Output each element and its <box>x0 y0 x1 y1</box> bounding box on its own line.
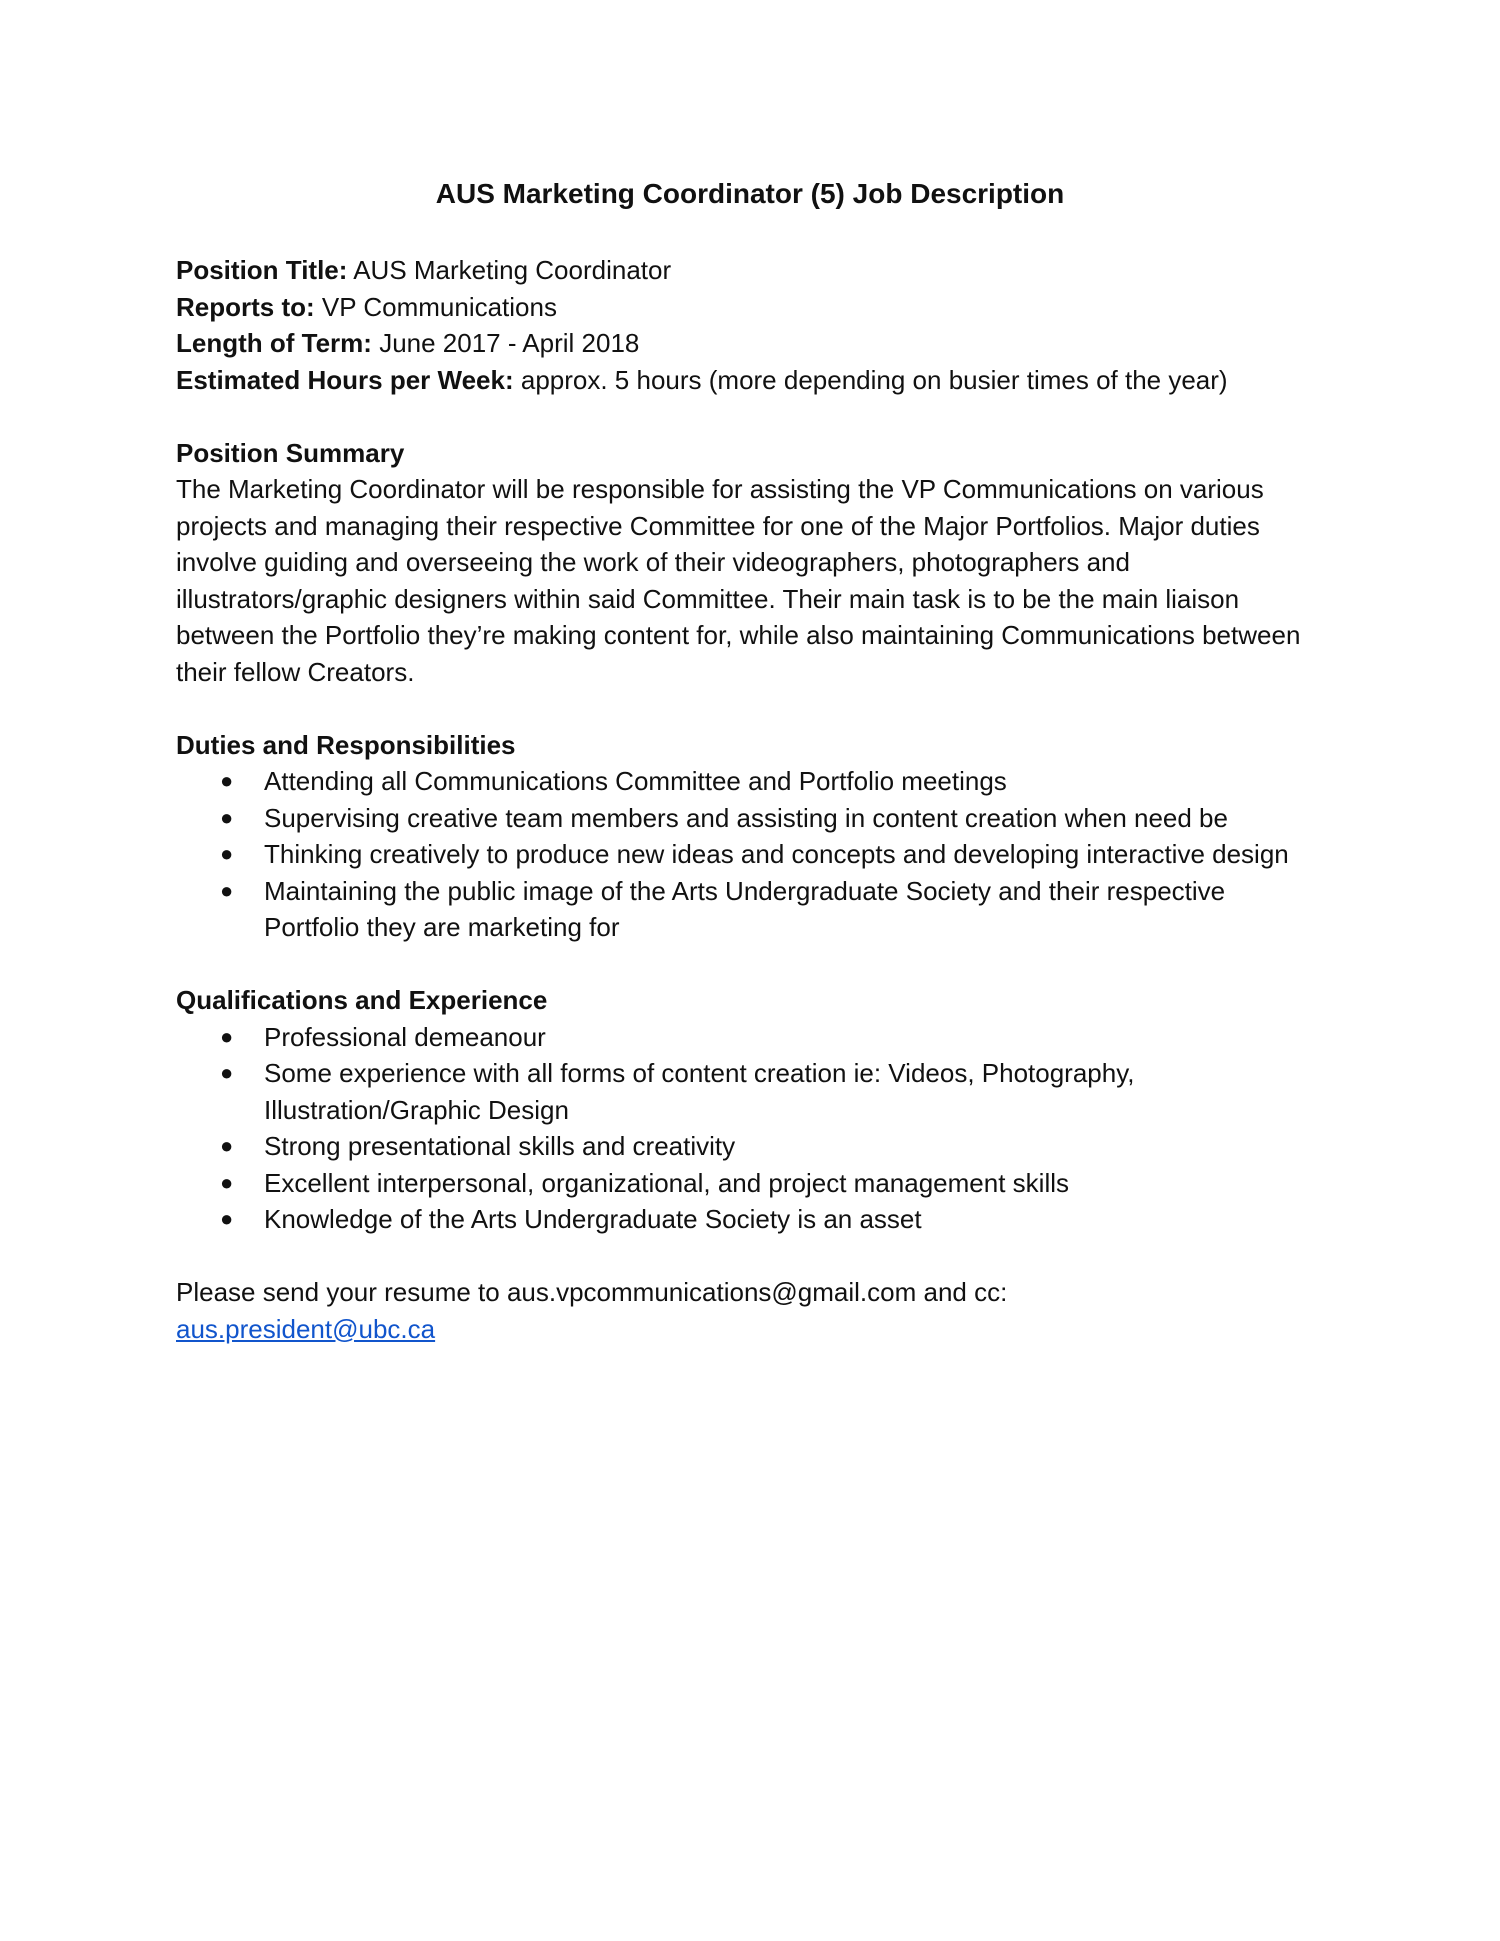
field-reports-to <box>176 289 1336 326</box>
duties-list <box>176 763 1336 946</box>
contact-text: Please send your resume to aus.vpcommunications@gmail.com and cc: <box>176 1277 1008 1307</box>
list-item <box>176 836 1324 873</box>
list-item <box>176 800 1324 837</box>
field-label: Position Title: <box>176 255 348 285</box>
bullet-icon: ● <box>220 768 234 793</box>
field-value: VP Communications <box>321 291 557 322</box>
field-label: Estimated Hours per Week: <box>176 364 514 395</box>
list-item <box>176 1128 1324 1165</box>
qualifications-heading: Qualifications and Experience <box>176 985 548 1015</box>
spacer <box>176 690 1336 727</box>
list-item <box>176 1055 1324 1128</box>
bullet-icon: ● <box>220 877 234 903</box>
list-item <box>176 1165 1324 1202</box>
list-item-text: Supervising creative team members and assisting in content creation when need be <box>264 802 1228 833</box>
bullet-icon: ● <box>220 1060 234 1085</box>
list-item-text: Some experience with all forms of content creation ie: Videos, Photography, Illustration/Graphic Design <box>264 1058 1135 1125</box>
list-item-text: Knowledge of the Arts Undergraduate Society is an asset <box>264 1204 922 1234</box>
bullet-icon: ● <box>220 1133 234 1158</box>
page-title: AUS Marketing Coordinator (5) Job Description <box>435 178 1065 209</box>
field-position-title <box>176 252 1336 289</box>
bullet-icon: ● <box>220 804 234 830</box>
list-item-text: Thinking creatively to produce new ideas and concepts and developing interactive design <box>264 839 1289 869</box>
field-length-of-term <box>176 325 1336 362</box>
list-item-text: Professional demeanour <box>264 1021 546 1052</box>
list-item-text: Attending all Communications Committee and Portfolio meetings <box>264 766 1007 796</box>
list-item <box>176 1019 1324 1056</box>
document-body <box>176 252 1336 1347</box>
duties-heading: Duties and Responsibilities <box>176 729 516 760</box>
bullet-icon: ● <box>220 841 234 866</box>
list-item <box>176 763 1324 800</box>
field-value: June 2017 - April 2018 <box>379 328 640 358</box>
list-item-text: Strong presentational skills and creativity <box>264 1131 736 1161</box>
bullet-icon: ● <box>220 1023 234 1049</box>
president-email-link[interactable]: aus.president@ubc.ca <box>176 1313 436 1344</box>
contact-email-line <box>176 1311 1336 1348</box>
spacer <box>176 1238 1336 1275</box>
field-label: Reports to: <box>176 291 315 322</box>
field-value: AUS Marketing Coordinator <box>353 255 672 285</box>
bullet-icon: ● <box>220 1206 234 1231</box>
bullet-icon: ● <box>220 1169 234 1195</box>
list-item-text: Maintaining the public image of the Arts Undergraduate Society and their respective Portfolio they are marketing for <box>264 875 1226 942</box>
position-summary-heading: Position Summary <box>176 437 405 468</box>
field-estimated-hours <box>176 362 1336 399</box>
list-item-text: Excellent interpersonal, organizational, and project management skills <box>264 1167 1069 1198</box>
list-item <box>176 1201 1324 1238</box>
spacer <box>176 398 1336 435</box>
list-item <box>176 873 1324 946</box>
field-value: approx. 5 hours (more depending on busier times of the year) <box>520 364 1228 395</box>
spacer <box>176 946 1336 983</box>
position-summary-text: The Marketing Coordinator will be responsible for assisting the VP Communications on various projects and managing their respective Committee for one of the Major Portfolios. Major duties involve guiding and overseeing the work of their videographers, photographers and illustrators/graphic designers within said Committee. Their main task is to be the main liaison between the Portfolio they’re making content for, while also maintaining Communications between their fellow Creators. <box>176 474 1301 687</box>
qualifications-list <box>176 1019 1336 1238</box>
field-label: Length of Term: <box>176 328 372 358</box>
